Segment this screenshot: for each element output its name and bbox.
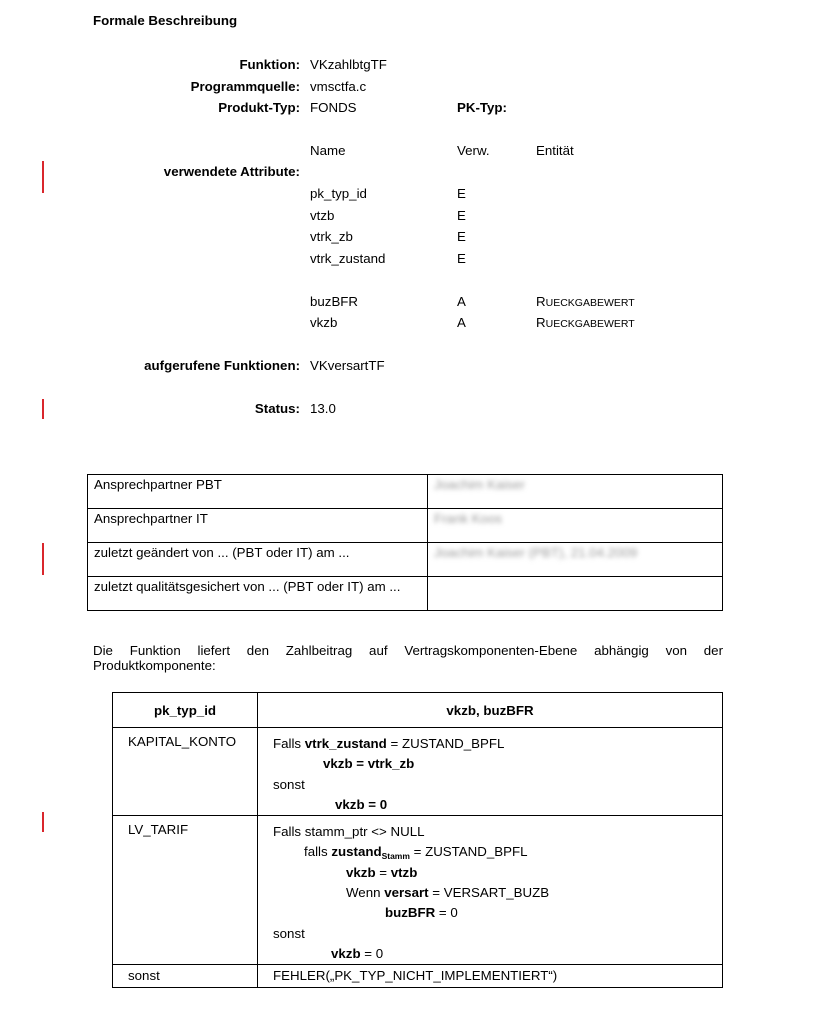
table-row	[88, 543, 723, 577]
attr-verw: E	[457, 251, 466, 266]
row-key: KAPITAL_KONTO	[113, 728, 258, 816]
logic-line: Falls vtrk_zustand = ZUSTAND_BPFL	[273, 736, 505, 751]
redacted-value: Joachim Kaiser	[434, 477, 525, 492]
logic-line: sonst	[273, 925, 305, 941]
logic-line: Falls stamm_ptr <> NULL	[273, 824, 425, 840]
description-paragraph: Die Funktion liefert den Zahlbeitrag auf Vertragskomponenten-Ebene abhängig von der Produktkomponente:	[93, 643, 723, 673]
table-row	[88, 475, 723, 509]
logic-line: falls zustand$_{Stamm}$ = ZUSTAND_BPFL	[304, 844, 528, 862]
table-header-row	[113, 693, 723, 728]
produkt-typ-label: Produkt-Typ:	[218, 100, 300, 115]
contact-value	[428, 577, 723, 611]
attr-name: pk_typ_id	[310, 186, 367, 201]
attributes-label: verwendete Attribute:	[163, 164, 300, 179]
logic-line: vkzb = 0	[335, 796, 388, 812]
attr-entitaet: RUECKGABEWERT	[536, 315, 635, 330]
attr-name: vkzb	[310, 315, 338, 330]
header-pk-typ-id: pk_typ_id	[113, 693, 258, 728]
logic-line: Wenn versart = VERSART_BUZB	[346, 885, 550, 901]
table-row	[113, 728, 723, 816]
contact-value	[428, 543, 723, 577]
attr-name: vtzb	[310, 208, 335, 223]
attr-verw: E	[457, 229, 466, 244]
programmquelle-value: vmsctfa.c	[310, 79, 367, 94]
row-key: sonst	[113, 965, 258, 988]
section-title: Formale Beschreibung	[93, 13, 238, 28]
redacted-value: Frank Koos	[434, 511, 502, 526]
row-logic: FEHLER(„PK_TYP_NICHT_IMPLEMENTIERT“)	[258, 965, 723, 988]
produkt-typ-value: FONDS	[310, 100, 357, 115]
attr-name: buzBFR	[310, 294, 359, 309]
logic-line: vkzb = vtzb	[346, 864, 418, 880]
contact-label: Ansprechpartner IT	[88, 509, 428, 543]
funktion-value: VKzahlbtgTF	[310, 57, 387, 72]
attr-verw: A	[457, 294, 466, 309]
redacted-value: Joachim Kaiser (PBT), 21.04.2009	[434, 545, 638, 560]
contact-label: zuletzt qualitätsgesichert von ... (PBT oder IT) am ...	[88, 577, 428, 611]
attr-name: vtrk_zb	[310, 229, 353, 244]
contacts-table	[87, 474, 723, 611]
col-entitaet-header: Entität	[536, 143, 574, 158]
contact-label: Ansprechpartner PBT	[88, 475, 428, 509]
status-label: Status:	[254, 401, 300, 416]
contact-value	[428, 475, 723, 509]
header-vkzb-buzbfr: vkzb, buzBFR	[258, 693, 723, 728]
col-name-header: Name	[310, 143, 346, 158]
table-row	[88, 509, 723, 543]
contact-label: zuletzt geändert von ... (PBT oder IT) am ...	[88, 543, 428, 577]
pk-typ-label: PK-Typ:	[457, 100, 507, 115]
funktion-label: Funktion:	[239, 57, 300, 72]
change-marker	[42, 812, 44, 832]
functions-value: VKversartTF	[310, 358, 385, 373]
change-marker	[42, 399, 44, 419]
logic-line: vkzb = 0	[331, 945, 384, 961]
table-row	[113, 965, 723, 988]
row-logic	[258, 816, 723, 965]
functions-label: aufgerufene Funktionen:	[144, 358, 300, 373]
logic-line: buzBFR = 0	[385, 905, 458, 921]
contact-value	[428, 509, 723, 543]
logic-line: sonst	[273, 776, 305, 792]
attr-verw: E	[457, 186, 466, 201]
attr-verw: E	[457, 208, 466, 223]
col-verw-header: Verw.	[457, 143, 490, 158]
change-marker	[42, 161, 44, 193]
logic-line: vkzb = vtrk_zb	[323, 756, 415, 772]
table-row	[88, 577, 723, 611]
attr-verw: A	[457, 315, 466, 330]
row-key: LV_TARIF	[113, 816, 258, 965]
status-value: 13.0	[310, 401, 336, 416]
programmquelle-label: Programmquelle:	[190, 79, 300, 94]
attr-entitaet: RUECKGABEWERT	[536, 294, 635, 309]
table-row	[113, 816, 723, 965]
attr-name: vtrk_zustand	[310, 251, 386, 266]
row-logic	[258, 728, 723, 816]
change-marker	[42, 543, 44, 575]
logic-table	[112, 692, 723, 988]
